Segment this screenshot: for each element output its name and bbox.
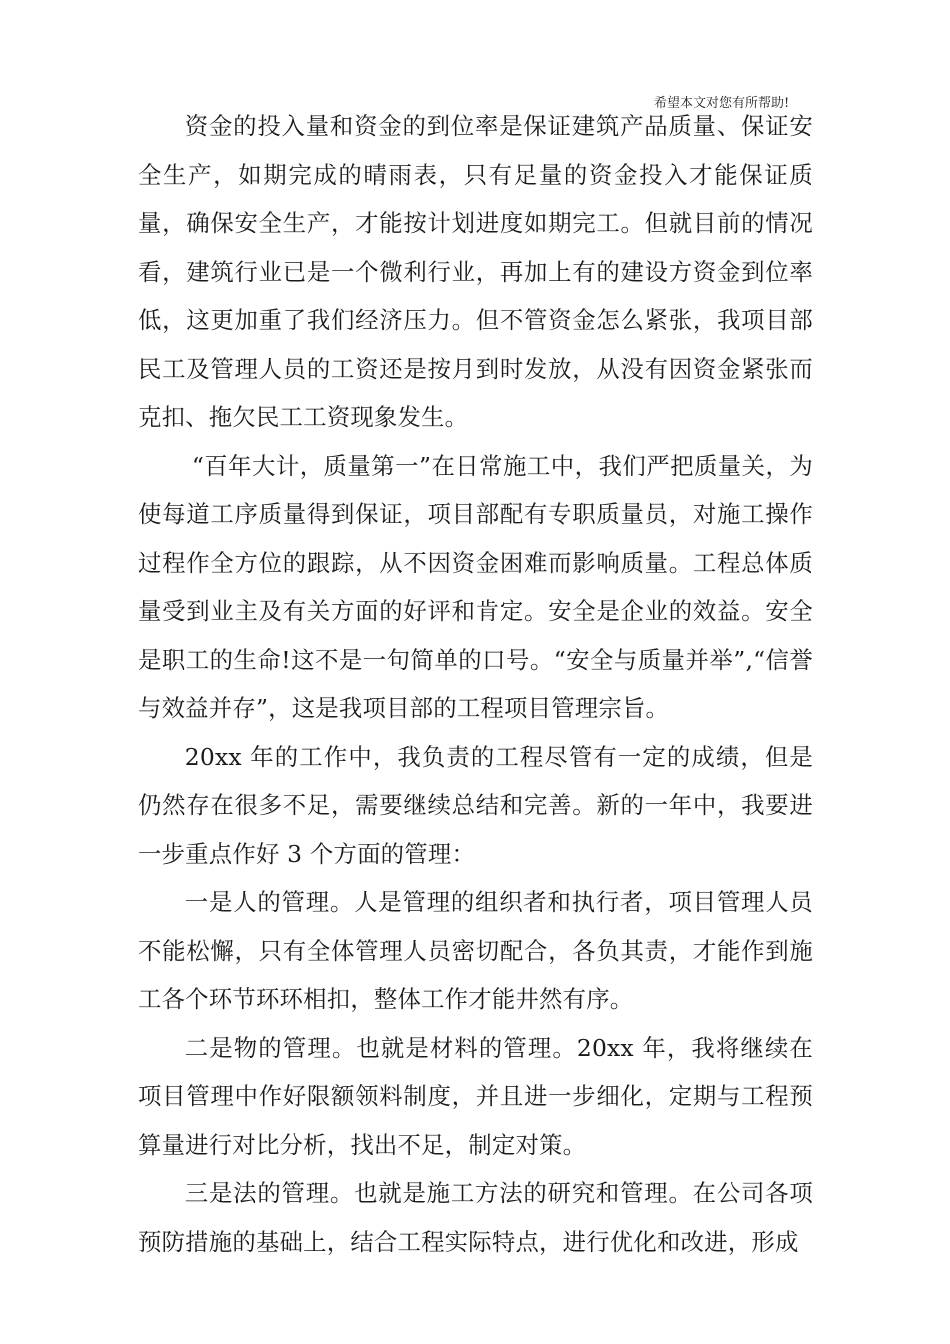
paragraph-quality: “百年大计，质量第一”在日常施工中，我们严把质量关，为使每道工序质量得到保证，项目部配有专职质量员，对施工操作过程作全方位的跟踪，从不因资金困难而影响质量。工程总体质量受到业主及有关方面的好评和肯定。安全是企业的效益。安全是职工的生命!这不是一句简单的口号。“安全与质量并举”,“信誉与效益并存”，这是我项目部的工程项目管理宗旨。 <box>138 451 813 722</box>
paragraph-method-management: 三是法的管理。也就是施工方法的研究和管理。在公司各项预防措施的基础上，结合工程实际特点，进行优化和改进，形成 <box>138 1179 813 1256</box>
document-body <box>138 102 813 1266</box>
paragraph-funding: 资金的投入量和资金的到位率是保证建筑产品质量、保证安全生产，如期完成的晴雨表，只有足量的资金投入才能保证质量，确保安全生产，才能按计划进度如期完工。但就目前的情况看，建筑行业已是一个微利行业，再加上有的建设方资金到位率低，这更加重了我们经济压力。但不管资金怎么紧张，我项目部民工及管理人员的工资还是按月到时发放，从没有因资金紧张而克扣、拖欠民工工资现象发生。 <box>138 112 813 431</box>
paragraph-people-management: 一是人的管理。人是管理的组织者和执行者，项目管理人员不能松懈，只有全体管理人员密切配合，各负其责，才能作到施工各个环节环环相扣，整体工作才能井然有序。 <box>138 888 813 1013</box>
paragraph-material-management: 二是物的管理。也就是材料的管理。20xx 年，我将继续在项目管理中作好限额领料制度，并且进一步细化，定期与工程预算量进行对比分析，找出不足，制定对策。 <box>138 1033 813 1159</box>
paragraph-summary: 20xx 年的工作中，我负责的工程尽管有一定的成绩，但是仍然存在很多不足，需要继续总结和完善。新的一年中，我要进一步重点作好 3 个方面的管理： <box>138 742 813 868</box>
header-note: 希望本文对您有所帮助! <box>654 96 790 111</box>
